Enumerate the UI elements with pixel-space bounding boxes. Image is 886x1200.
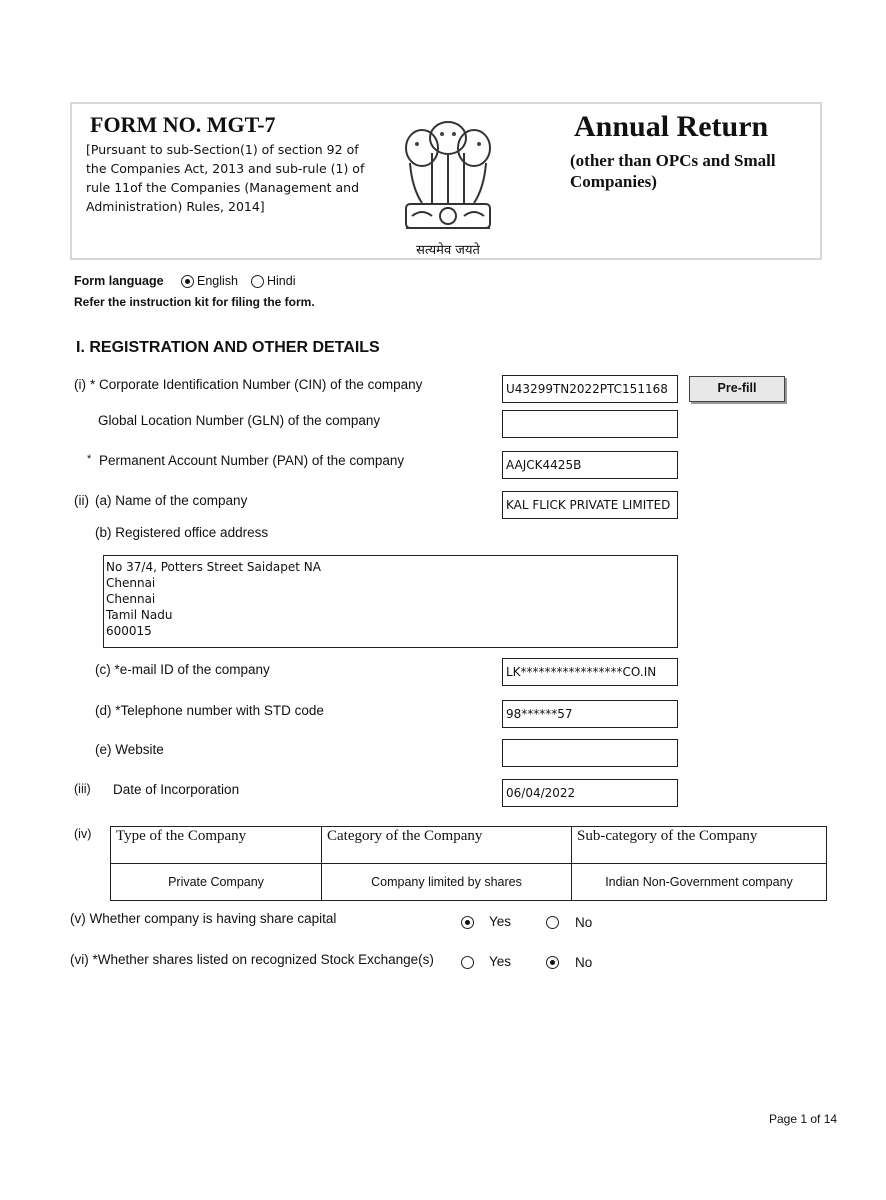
company-type-table bbox=[110, 826, 827, 901]
email-field[interactable]: LK*****************CO.IN bbox=[502, 658, 678, 686]
pursuant-text: [Pursuant to sub-Section(1) of section 92 of the Companies Act, 2013 and sub-rule (1) of rule 11of the Companies (Management and Administration) Rules, 2014] bbox=[86, 142, 365, 214]
address-label: (b) Registered office address bbox=[95, 525, 269, 540]
language-hindi-label: Hindi bbox=[267, 274, 296, 288]
share-capital-yes-radio[interactable] bbox=[461, 916, 474, 929]
address-line: Chennai bbox=[106, 592, 156, 606]
form-number: FORM NO. MGT-7 bbox=[90, 112, 276, 137]
national-emblem-icon bbox=[392, 108, 504, 258]
form-language-label: Form language bbox=[74, 274, 164, 288]
pan-label: Permanent Account Number (PAN) of the company bbox=[99, 453, 405, 468]
language-english-radio[interactable] bbox=[181, 275, 194, 288]
pan-required-mark: * bbox=[87, 453, 92, 465]
doi-field[interactable]: 06/04/2022 bbox=[502, 779, 678, 807]
gln-label: Global Location Number (GLN) of the company bbox=[98, 413, 381, 428]
cin-field[interactable]: U43299TN2022PTC151168 bbox=[502, 375, 678, 403]
table-header-cell: Sub-category of the Company bbox=[572, 827, 827, 864]
share-capital-yes-label: Yes bbox=[489, 914, 512, 929]
section-heading: I. REGISTRATION AND OTHER DETAILS bbox=[76, 339, 380, 356]
language-hindi-radio[interactable] bbox=[251, 275, 264, 288]
form-title: Annual Return bbox=[574, 110, 769, 143]
email-label: (c) *e-mail ID of the company bbox=[95, 662, 270, 677]
address-line: 600015 bbox=[106, 624, 152, 638]
pan-field[interactable]: AAJCK4425B bbox=[502, 451, 678, 479]
address-line: No 37/4, Potters Street Saidapet NA bbox=[106, 560, 321, 574]
item-iii-number: (iii) bbox=[74, 782, 91, 796]
item-ii-number: (ii) bbox=[74, 493, 89, 508]
company-category-cell: Company limited by shares bbox=[322, 864, 572, 901]
page-number: Page 1 of 14 bbox=[769, 1112, 838, 1126]
table-row bbox=[111, 864, 827, 901]
share-capital-no-radio[interactable] bbox=[546, 916, 559, 929]
table-header-cell: Category of the Company bbox=[322, 827, 572, 864]
listed-yes-label: Yes bbox=[489, 954, 512, 969]
emblem-motto: सत्यमेव जयते bbox=[416, 243, 480, 258]
address-line: Tamil Nadu bbox=[106, 608, 173, 622]
address-line: Chennai bbox=[106, 576, 156, 590]
website-label: (e) Website bbox=[95, 742, 164, 757]
doi-label: Date of Incorporation bbox=[113, 782, 240, 797]
address-field[interactable] bbox=[103, 555, 678, 648]
share-capital-no-label: No bbox=[575, 915, 593, 930]
company-name-label: (a) Name of the company bbox=[95, 493, 248, 508]
table-header-cell: Type of the Company bbox=[111, 827, 322, 864]
share-capital-label: (v) Whether company is having share capital bbox=[70, 911, 337, 926]
website-field[interactable] bbox=[502, 739, 678, 767]
gln-field[interactable] bbox=[502, 410, 678, 438]
form-subtitle: (other than OPCs and Small Companies) bbox=[570, 151, 776, 191]
listed-no-label: No bbox=[575, 955, 593, 970]
cin-label: * Corporate Identification Number (CIN) of the company bbox=[90, 377, 423, 392]
phone-label: (d) *Telephone number with STD code bbox=[95, 703, 324, 718]
listed-label: (vi) *Whether shares listed on recognized Stock Exchange(s) bbox=[70, 952, 434, 967]
prefill-button[interactable]: Pre-fill bbox=[689, 376, 785, 402]
company-subcategory-cell: Indian Non-Government company bbox=[572, 864, 827, 901]
language-english-label: English bbox=[197, 274, 238, 288]
company-type-cell: Private Company bbox=[111, 864, 322, 901]
cin-number: (i) bbox=[74, 377, 86, 392]
instruction-text: Refer the instruction kit for filing the form. bbox=[74, 295, 315, 309]
listed-yes-radio[interactable] bbox=[461, 956, 474, 969]
table-header-row bbox=[111, 827, 827, 864]
item-iv-number: (iv) bbox=[74, 827, 92, 841]
listed-no-radio[interactable] bbox=[546, 956, 559, 969]
phone-field[interactable]: 98******57 bbox=[502, 700, 678, 728]
company-name-field[interactable]: KAL FLICK PRIVATE LIMITED bbox=[502, 491, 678, 519]
